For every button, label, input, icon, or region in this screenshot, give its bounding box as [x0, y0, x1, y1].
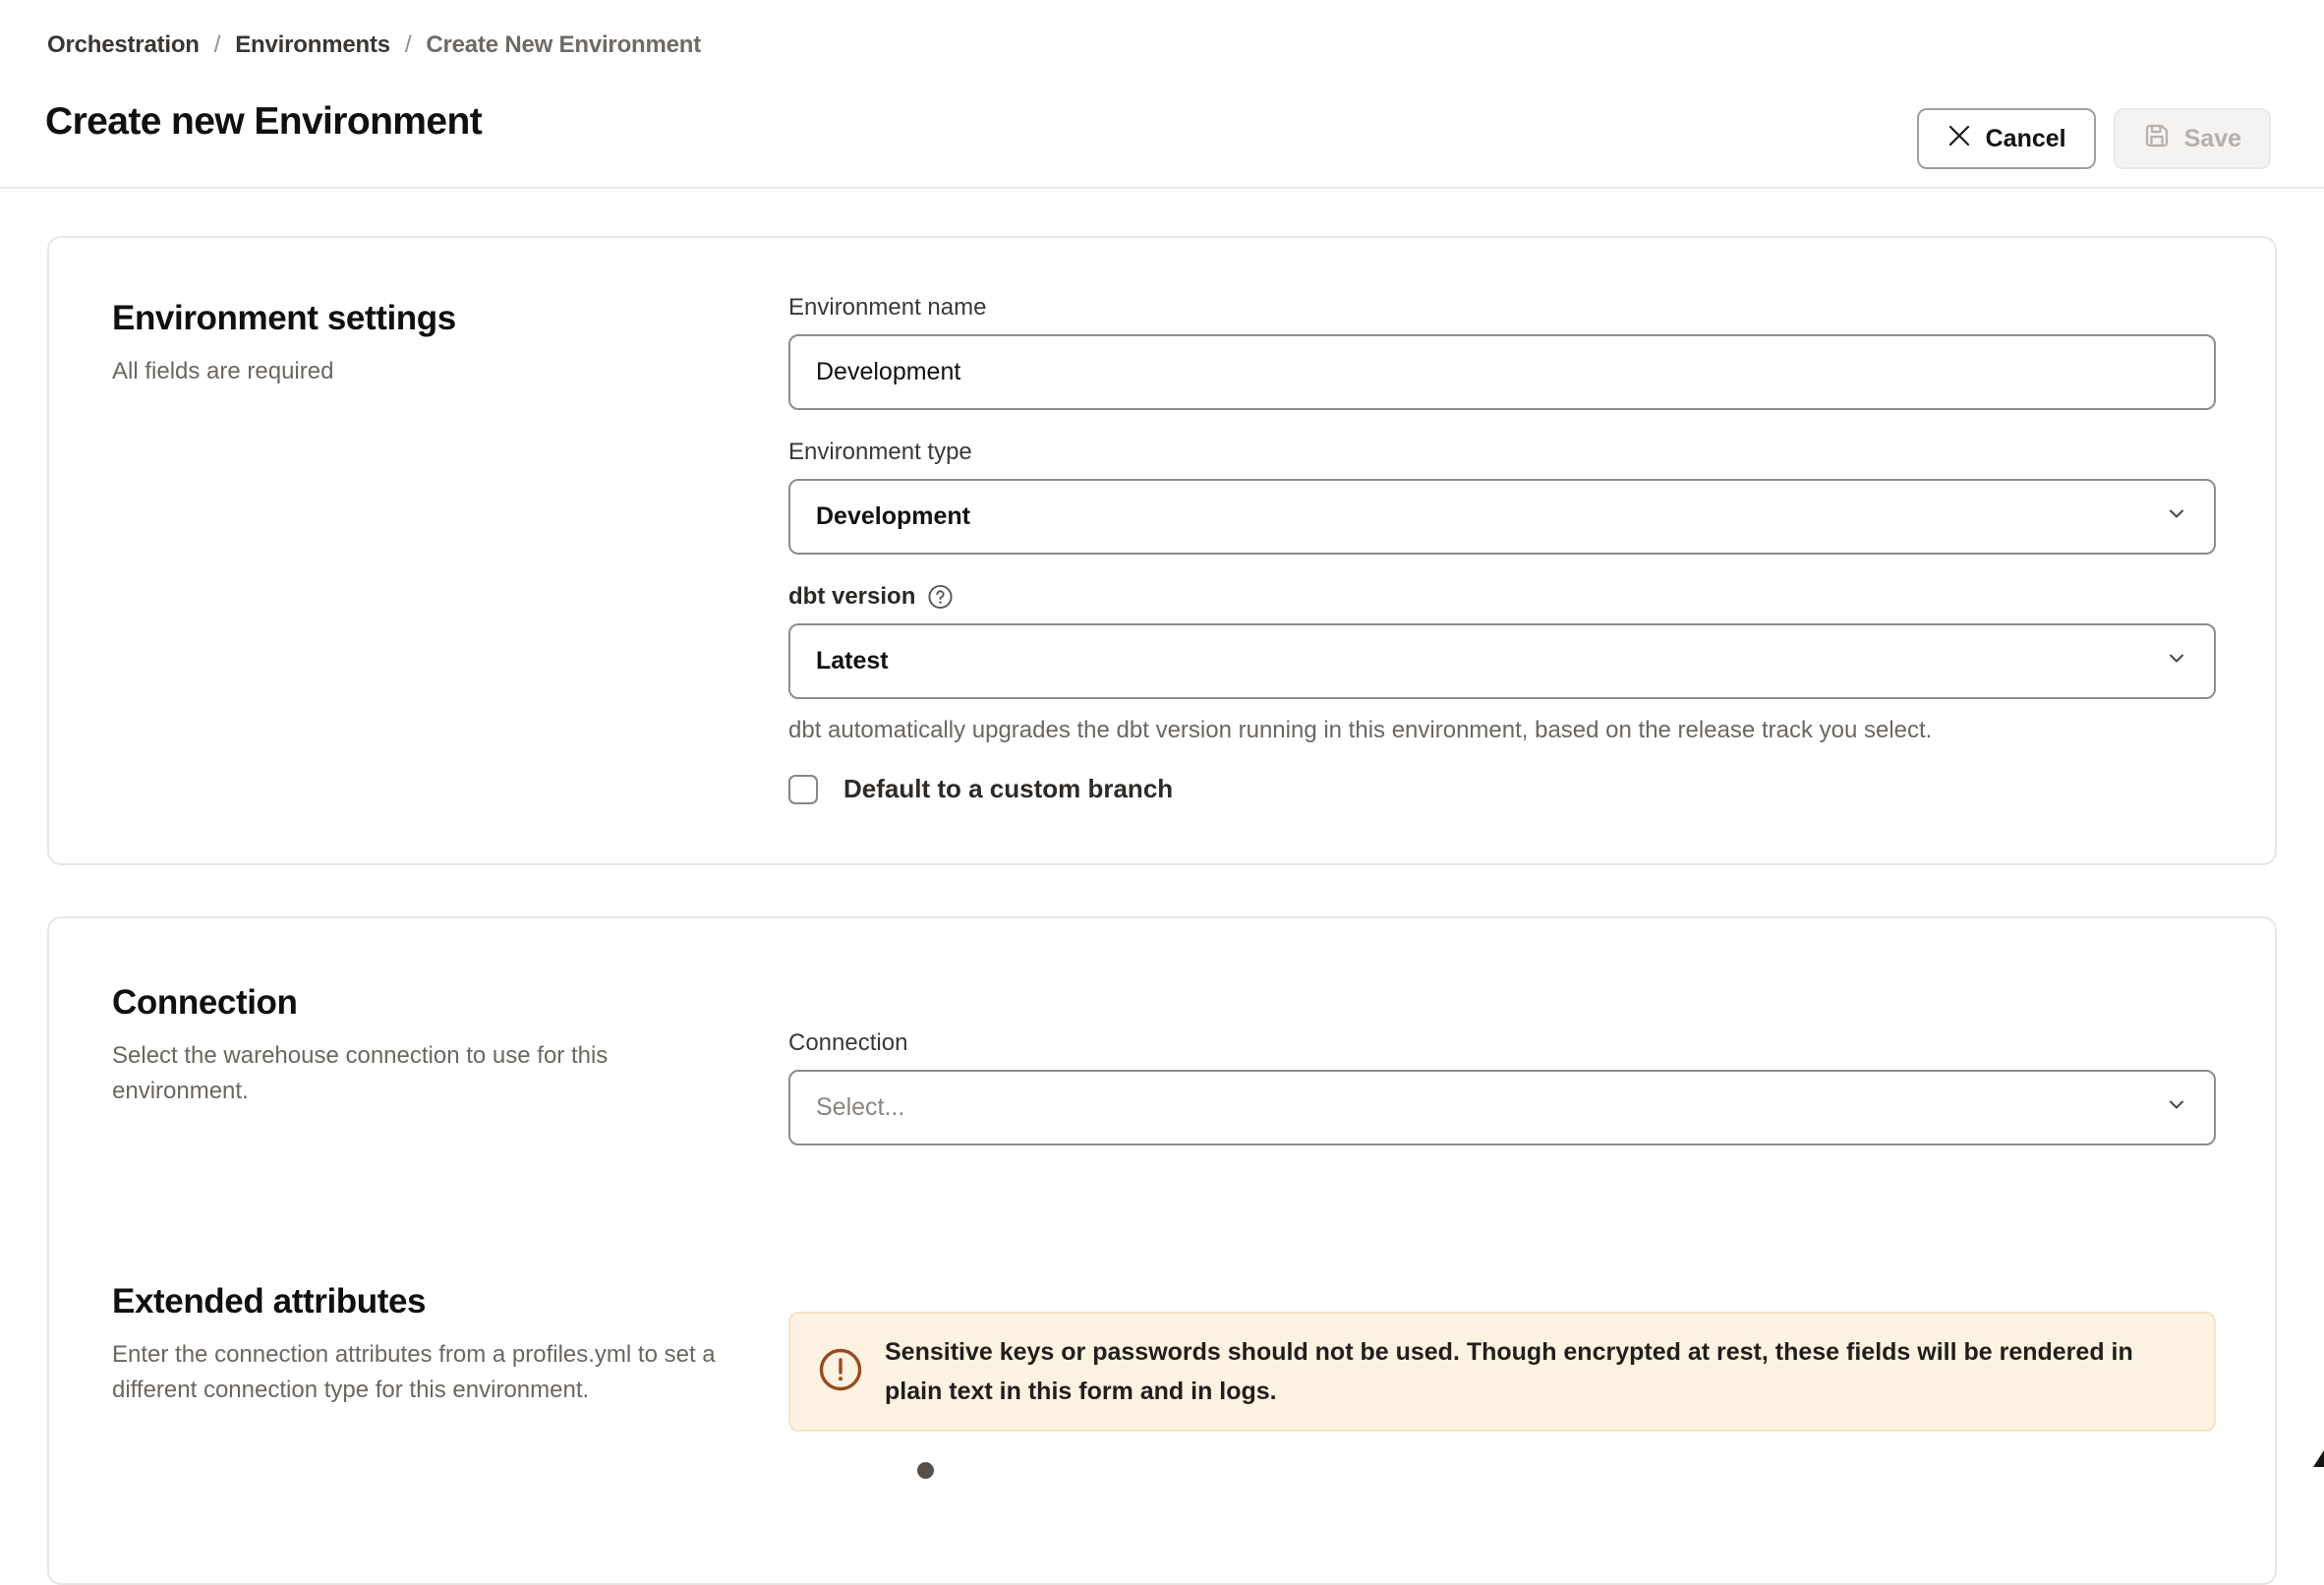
breadcrumb-separator: /	[213, 31, 221, 58]
cancel-button-label: Cancel	[1985, 124, 2066, 152]
environment-type-select[interactable]	[788, 479, 2216, 555]
environment-type-value: Development	[816, 502, 970, 530]
dbt-version-value: Latest	[816, 647, 889, 675]
save-button[interactable]	[2114, 108, 2271, 169]
save-button-label: Save	[2183, 124, 2241, 152]
environment-name-input[interactable]	[788, 334, 2216, 410]
connection-heading: Connection	[112, 983, 298, 1022]
sensitive-keys-warning-text: Sensitive keys or passwords should not be used. Though encrypted at rest, these fields will be rendered in plain text in this form and in logs.	[885, 1338, 2133, 1405]
page-title: Create new Environment	[45, 100, 483, 143]
environment-settings-heading: Environment settings	[112, 299, 456, 337]
cancel-button[interactable]	[1917, 108, 2096, 169]
dbt-version-label	[788, 582, 2216, 612]
connection-field-label: Connection	[788, 1029, 908, 1056]
close-icon	[1946, 123, 1972, 155]
custom-branch-label: Default to a custom branch	[843, 774, 1174, 803]
breadcrumb	[47, 31, 701, 59]
alert-circle-icon	[818, 1347, 863, 1397]
custom-branch-checkbox[interactable]	[788, 775, 818, 804]
breadcrumb-create-new-environment: Create New Environment	[426, 31, 702, 58]
custom-branch-row	[788, 774, 2216, 804]
chevron-down-icon	[2165, 1092, 2188, 1123]
environment-settings-subheading: All fields are required	[112, 358, 334, 384]
clipped-icon-fragment	[917, 1462, 934, 1479]
header-actions	[1917, 108, 2271, 169]
chevron-down-icon	[2165, 501, 2188, 532]
dbt-version-helper-text: dbt automatically upgrades the dbt version running in this environment, based on the release track you select.	[788, 717, 1933, 743]
connection-select[interactable]	[788, 1070, 2216, 1145]
sensitive-keys-warning-banner	[788, 1312, 2216, 1432]
extended-attributes-subheading: Enter the connection attributes from a profiles.yml to set a different connection type for this environment.	[112, 1341, 716, 1403]
help-icon[interactable]	[927, 584, 954, 611]
dbt-version-label-text: dbt version	[788, 583, 916, 610]
environment-type-label: Environment type	[788, 439, 972, 465]
breadcrumb-orchestration[interactable]: Orchestration	[47, 31, 200, 58]
connection-card	[47, 916, 2277, 1585]
breadcrumb-separator: /	[404, 31, 412, 58]
connection-subheading: Select the warehouse connection to use for this environment.	[112, 1042, 609, 1104]
header-divider	[0, 187, 2324, 189]
mouse-cursor-fragment	[2313, 1450, 2324, 1467]
environment-settings-card	[47, 236, 2277, 865]
extended-attributes-heading: Extended attributes	[112, 1282, 427, 1321]
dbt-version-select[interactable]	[788, 623, 2216, 699]
chevron-down-icon	[2165, 646, 2188, 676]
environment-name-label: Environment name	[788, 294, 987, 321]
breadcrumb-environments[interactable]: Environments	[235, 31, 390, 58]
connection-select-placeholder: Select...	[816, 1093, 905, 1121]
save-icon	[2143, 122, 2171, 156]
